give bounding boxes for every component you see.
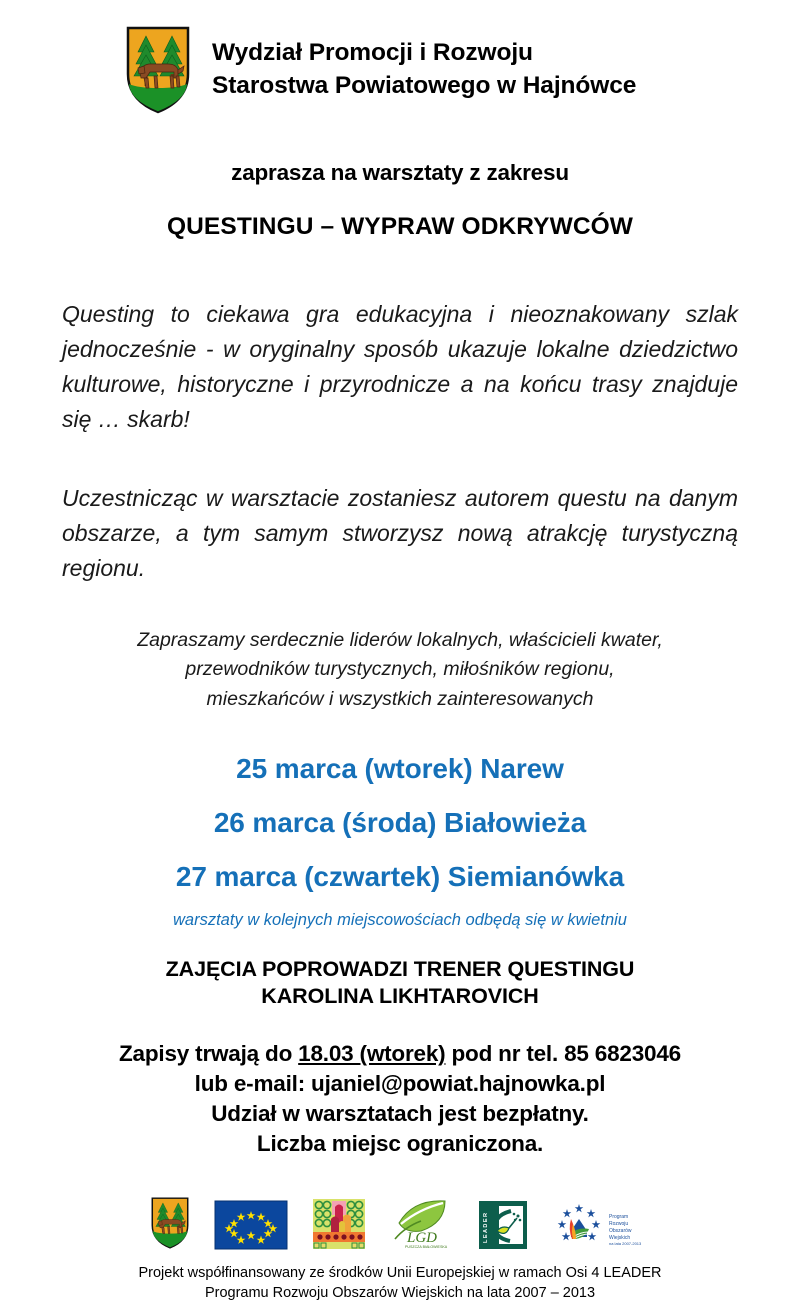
signup-deadline-line	[0, 1039, 800, 1069]
signup-free-note: Udział w warsztatach jest bezpłatny.	[211, 1101, 589, 1127]
workshop-date-item: 25 marca (wtorek) Narew	[236, 752, 564, 784]
svg-text:Rozwoju: Rozwoju	[609, 1221, 629, 1228]
signup-email-line: lub e-mail: ujaniel@powiat.hajnowka.pl	[194, 1071, 606, 1097]
signup-deadline: 18.03 (wtorek)	[298, 1041, 446, 1067]
poster-header	[0, 0, 800, 114]
audience-line-2: przewodników turystycznych, miłośników regionu,	[185, 658, 615, 681]
footer-text-line-1: Projekt współfinansowany ze środków Unii Europejskiej w ramach Osi 4 LEADER	[138, 1265, 662, 1282]
signup-limited-note: Liczba miejsc ograniczona.	[256, 1131, 544, 1157]
invitation-subtitle: zaprasza na warsztaty z zakresu	[231, 160, 569, 185]
audience-line-1: Zapraszamy serdecznie liderów lokalnych, właścicieli kwater,	[137, 628, 663, 651]
leader-logo	[479, 1201, 527, 1249]
trainer-block	[0, 956, 800, 1012]
svg-text:na lata 2007-2013: na lata 2007-2013	[609, 1241, 642, 1247]
svg-text:PUSZCZA BIAŁOWIESKA: PUSZCZA BIAŁOWIESKA	[405, 1245, 448, 1250]
signup-phone-suffix: pod nr tel. 85 6823046	[445, 1041, 681, 1067]
hajnowka-coat-of-arms-logo	[151, 1197, 189, 1249]
lgd-leaf-logo	[391, 1197, 453, 1249]
workshop-date-item: 26 marca (środa) Białowieża	[213, 806, 587, 838]
invitation-title: QUESTINGU – WYPRAW ODKRYWCÓW	[166, 213, 634, 240]
svg-text:LEADER: LEADER	[483, 1211, 489, 1244]
svg-text:LGD: LGD	[407, 1230, 438, 1247]
european-union-flag-logo	[215, 1201, 287, 1249]
org-title-line-1: Wydział Promocji i Rozwoju	[212, 39, 533, 67]
trainer-name: KAROLINA LIKHTAROVICH	[261, 984, 539, 1009]
signup-block	[0, 1039, 800, 1159]
svg-text:Wiejskich: Wiejskich	[609, 1235, 631, 1242]
audience-block	[62, 626, 738, 715]
workshop-dates-note: warsztaty w kolejnych miejscowościach odbędą się w kwietniu	[173, 910, 627, 929]
workshop-date-item: 27 marca (czwartek) Siemianówka	[175, 860, 625, 892]
footer-logo-row	[0, 1193, 800, 1249]
footer-funding-text	[0, 1263, 800, 1304]
workshop-dates-list	[0, 752, 800, 892]
svg-text:Obszarów: Obszarów	[609, 1228, 632, 1235]
svg-text:Program: Program	[609, 1214, 629, 1221]
page-title	[212, 37, 636, 102]
regional-mosaic-logo	[313, 1199, 365, 1249]
description-paragraph-1: Questing to ciekawa gra edukacyjna i nieoznakowany szlak jednocześnie - w oryginalny sposób ukazuje lokalne dziedzictwo kulturowe, historyczne i przyrodnicze a na końcu trasy znajduje się … skarb!	[62, 301, 738, 432]
trainer-intro: ZAJĘCIA POPROWADZI TRENER QUESTINGU	[165, 956, 635, 981]
invitation-heading-block	[0, 160, 800, 241]
prow-logo	[553, 1201, 649, 1249]
footer-text-line-2: Programu Rozwoju Obszarów Wiejskich na lata 2007 – 2013	[204, 1285, 596, 1302]
hajnowka-coat-of-arms-icon	[126, 26, 190, 114]
org-title-line-2: Starostwa Powiatowego w Hajnówce	[212, 72, 637, 99]
signup-prefix: Zapisy trwają do	[119, 1041, 299, 1067]
description-paragraph-2: Uczestnicząc w warsztacie zostaniesz autorem questu na danym obszarze, a tym samym stworzysz nową atrakcję turystyczną regionu.	[62, 484, 738, 581]
audience-line-3: mieszkańców i wszystkich zainteresowanych	[206, 687, 594, 710]
